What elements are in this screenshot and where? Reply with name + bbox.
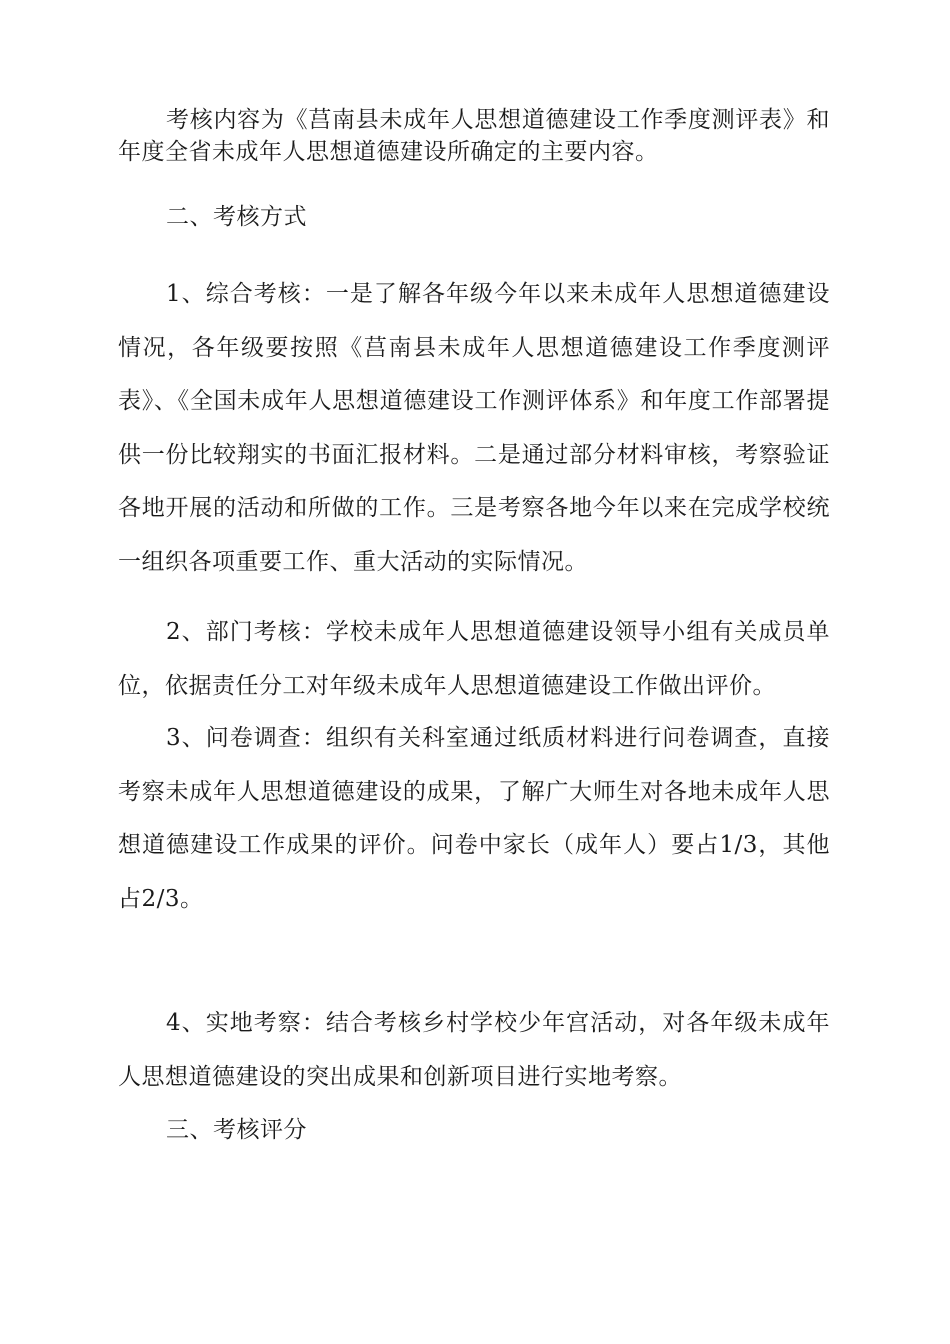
assessment-content-paragraph: 考核内容为《莒南县未成年人思想道德建设工作季度测评表》和年度全省未成年人思想道德建设所确定的主要内容。	[118, 107, 830, 165]
section-heading-assessment-scoring: 三、考核评分	[166, 1117, 307, 1143]
comprehensive-assessment-paragraph: 1、综合考核：一是了解各年级今年以来未成年人思想道德建设情况，各年级要按照《莒南县未成年人思想道德建设工作季度测评表》、《全国未成年人思想道德建设工作测评体系》和年度工作部署提供一份比较翔实的书面汇报材料。二是通过部分材料审核，考察验证各地开展的活动和所做的工作。三是考察各地今年以来在完成学校统一组织各项重要工作、重大活动的实际情况。	[118, 281, 830, 575]
questionnaire-survey-paragraph: 3、问卷调查：组织有关科室通过纸质材料进行问卷调查，直接考察未成年人思想道德建设的成果，了解广大师生对各地未成年人思想道德建设工作成果的评价。问卷中家长（成年人）要占1/3，其他占2/3。	[118, 725, 830, 912]
field-inspection-paragraph: 4、实地考察：结合考核乡村学校少年宫活动，对各年级未成年人思想道德建设的突出成果和创新项目进行实地考察。	[118, 1010, 830, 1090]
section-heading-assessment-method: 二、考核方式	[166, 204, 307, 230]
department-assessment-paragraph: 2、部门考核：学校未成年人思想道德建设领导小组有关成员单位，依据责任分工对年级未成年人思想道德建设工作做出评价。	[118, 619, 830, 699]
